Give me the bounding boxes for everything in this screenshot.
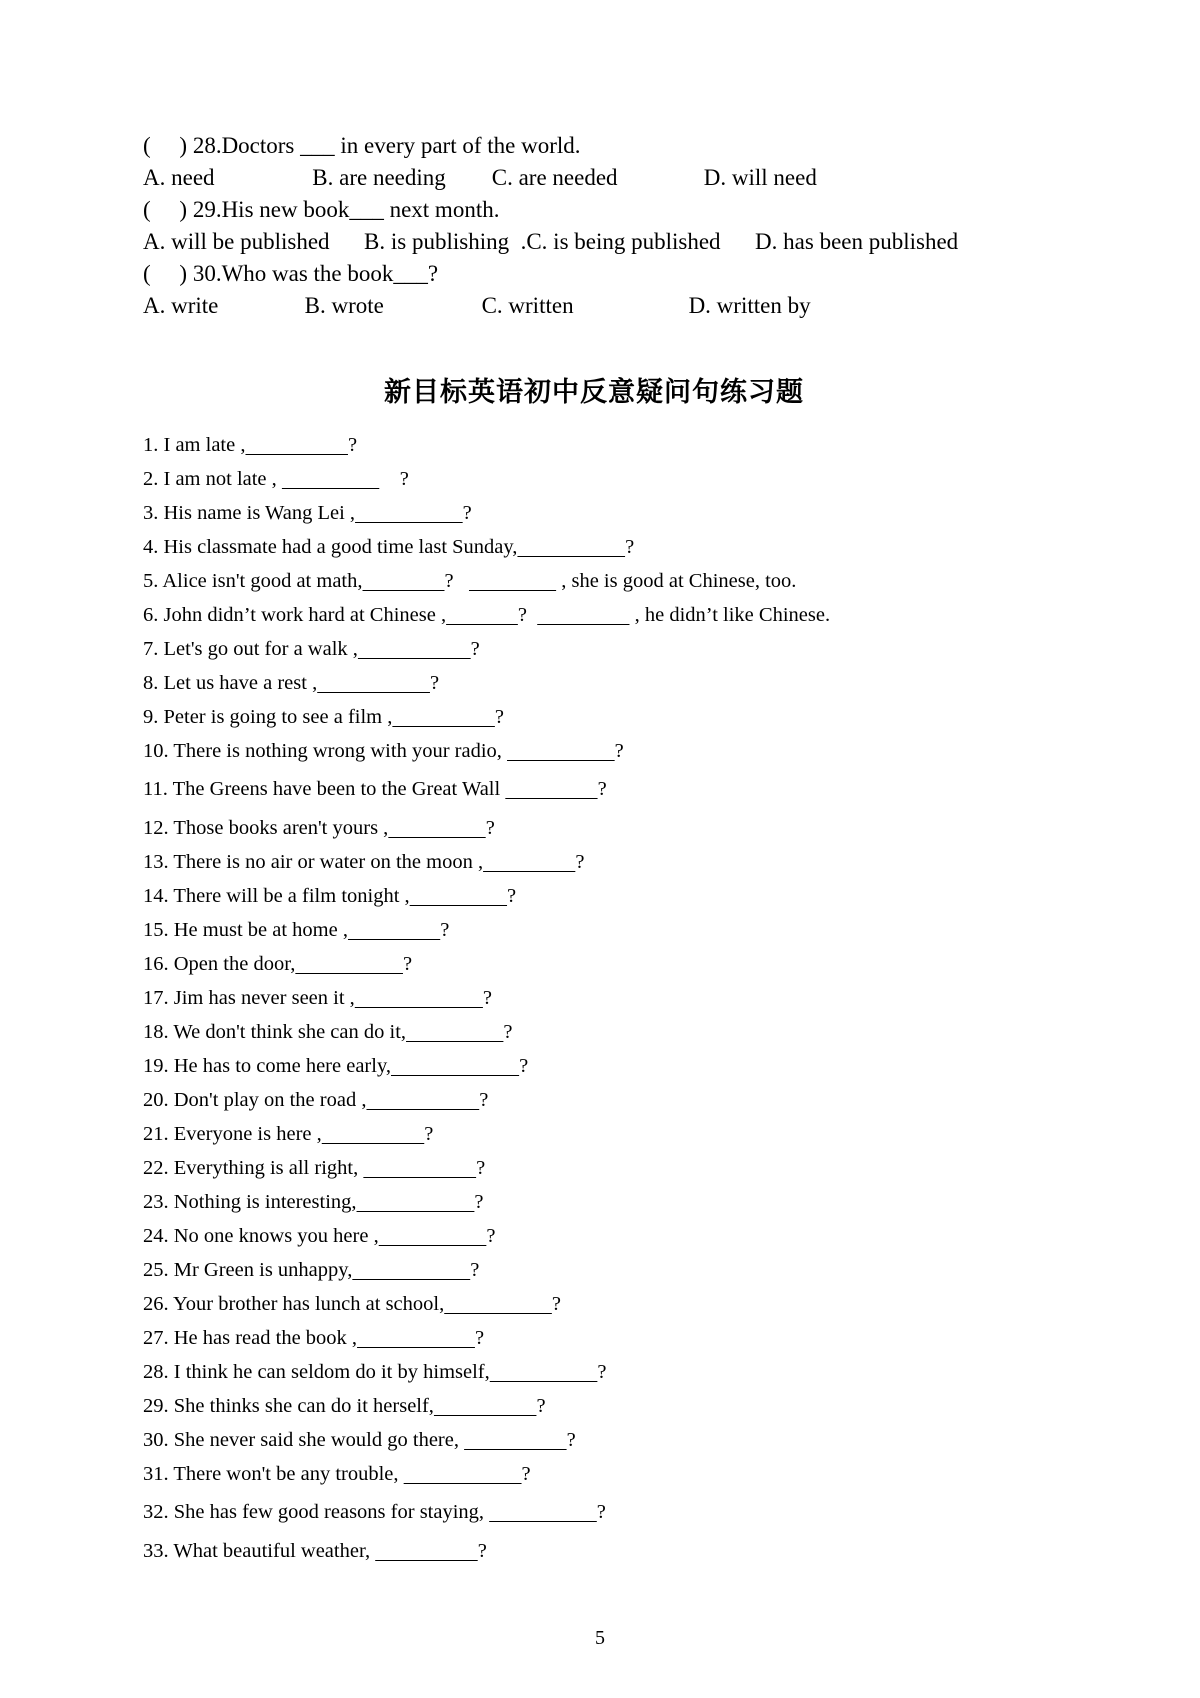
tag-question-text: Everything is all right,	[173, 1156, 364, 1179]
tag-question-item	[143, 1541, 1085, 1562]
tag-question-text: Let's go out for a walk ,	[163, 637, 358, 660]
tag-question-item	[143, 954, 1085, 975]
tag-question-item	[143, 818, 1085, 839]
tag-question-tail: ?	[462, 501, 472, 524]
tag-question-item	[143, 779, 1085, 800]
tag-question-text: There is no air or water on the moon ,	[173, 850, 484, 873]
tag-question-tail: ?	[536, 1394, 546, 1417]
tag-question-tail: ?	[440, 918, 450, 941]
tag-question-tail: ?	[521, 1462, 531, 1485]
tag-question-tail: ?	[551, 1292, 561, 1315]
tag-question-tail: ?	[474, 1326, 485, 1349]
answer-blank[interactable]	[434, 1395, 537, 1417]
tag-question-number: 30.	[143, 1428, 169, 1451]
tag-question-number: 20.	[143, 1088, 169, 1111]
tag-question-item	[143, 1090, 1085, 1111]
answer-blank[interactable]	[282, 468, 379, 490]
answer-blank[interactable]	[517, 536, 625, 558]
answer-blank[interactable]	[358, 638, 471, 660]
answer-blank[interactable]	[363, 1157, 476, 1179]
answer-blank[interactable]	[295, 953, 403, 975]
tag-question-item	[143, 1192, 1085, 1213]
tag-question-number: 27.	[143, 1326, 169, 1349]
tag-question-item	[143, 1362, 1085, 1383]
tag-question-item	[143, 503, 1085, 524]
multiple-choice-block	[143, 130, 1085, 322]
tag-question-item	[143, 639, 1085, 660]
tag-question-number: 25.	[143, 1258, 169, 1281]
tag-question-number: 29.	[143, 1394, 169, 1417]
tag-question-tail-second: , she is good at Chinese, too.	[556, 569, 797, 592]
tag-question-tail: ?	[470, 637, 480, 660]
tag-question-text: Let us have a rest ,	[163, 671, 318, 694]
tag-question-number: 21.	[143, 1122, 169, 1145]
tag-question-text: He must be at home ,	[173, 918, 348, 941]
tag-question-number: 32.	[143, 1501, 169, 1524]
tag-question-tail: ?	[566, 1428, 576, 1451]
answer-blank-second[interactable]	[537, 604, 629, 626]
mc-question-options: A. will be published B. is publishing .C. is being published D. has been published	[143, 228, 959, 254]
tag-question-number: 13.	[143, 850, 169, 873]
tag-question-tail: ?	[485, 816, 495, 839]
mc-question-options: A. write B. wrote C. written D. written by	[143, 292, 811, 318]
tag-question-text: His name is Wang Lei ,	[163, 501, 356, 524]
tag-question-item	[143, 1260, 1085, 1281]
tag-question-number: 9.	[143, 705, 159, 728]
tag-question-number: 24.	[143, 1224, 169, 1247]
tag-question-text: Those books aren't yours ,	[173, 816, 389, 839]
tag-question-item	[143, 1430, 1085, 1451]
tag-question-number: 14.	[143, 884, 169, 907]
tag-question-text: There is nothing wrong with your radio,	[173, 739, 508, 762]
answer-blank[interactable]	[483, 851, 575, 873]
tag-question-tail: ?	[444, 569, 469, 592]
tag-question-item	[143, 988, 1085, 1009]
tag-question-tail: ?	[402, 952, 413, 975]
tag-question-tail: ?	[575, 850, 585, 873]
tag-question-tail: ?	[486, 1224, 496, 1247]
tag-question-number: 3.	[143, 501, 159, 524]
tag-question-text: I am not late ,	[163, 467, 282, 490]
answer-blank[interactable]	[363, 570, 445, 592]
tag-question-text: Everyone is here ,	[173, 1122, 322, 1145]
tag-question-number: 23.	[143, 1190, 169, 1213]
tag-question-text: Open the door,	[173, 952, 296, 975]
tag-question-number: 17.	[143, 986, 169, 1009]
tag-question-number: 16.	[143, 952, 169, 975]
answer-blank[interactable]	[317, 672, 430, 694]
tag-question-item	[143, 605, 1085, 626]
answer-blank[interactable]	[355, 987, 483, 1009]
mc-question-stem: ( ) 29.His new book___ next month.	[143, 196, 500, 222]
tag-question-item	[143, 673, 1085, 694]
tag-question-tail: ?	[347, 433, 358, 456]
tag-question-number: 1.	[143, 433, 159, 456]
tag-question-item	[143, 469, 1085, 490]
answer-blank[interactable]	[410, 885, 507, 907]
section-title: 新目标英语初中反意疑问句练习题	[384, 376, 804, 407]
tag-question-item	[143, 886, 1085, 907]
tag-question-text: Don't play on the road ,	[173, 1088, 367, 1111]
answer-blank[interactable]	[366, 1089, 479, 1111]
tag-question-tail: ?	[519, 1054, 529, 1077]
tag-question-tail: ?	[614, 739, 624, 762]
tag-question-tail: ?	[477, 1539, 487, 1562]
tag-question-item	[143, 1226, 1085, 1247]
tag-question-tail: ?	[482, 986, 493, 1009]
tag-question-tail: ?	[424, 1122, 434, 1145]
tag-question-text: I think he can seldom do it by himself,	[173, 1360, 490, 1383]
page-number: 5	[595, 1627, 605, 1649]
tag-question-tail: ?	[625, 535, 635, 558]
tag-question-tail: ?	[494, 705, 504, 728]
tag-question-tail: ?	[379, 467, 409, 490]
answer-blank[interactable]	[348, 919, 440, 941]
answer-blank[interactable]	[489, 1501, 597, 1523]
tag-question-item	[143, 1502, 1085, 1523]
tag-question-text: Jim has never seen it ,	[173, 986, 355, 1009]
tag-question-number: 2.	[143, 467, 159, 490]
tag-question-item	[143, 920, 1085, 941]
tag-question-item	[143, 741, 1085, 762]
tag-question-item	[143, 571, 1085, 592]
tag-question-text: She never said she would go there,	[173, 1428, 465, 1451]
tag-question-tail: ?	[597, 778, 607, 801]
tag-question-number: 6.	[143, 603, 159, 626]
answer-blank[interactable]	[404, 1463, 522, 1485]
tag-question-text: He has read the book ,	[173, 1326, 358, 1349]
tag-question-number: 31.	[143, 1462, 169, 1485]
tag-question-tail: ?	[429, 671, 440, 694]
tag-question-item	[143, 1464, 1085, 1485]
answer-blank[interactable]	[391, 1055, 519, 1077]
answer-blank[interactable]	[505, 778, 597, 800]
tag-question-item	[143, 852, 1085, 873]
tag-question-number: 15.	[143, 918, 169, 941]
tag-question-tail: ?	[596, 1501, 606, 1524]
tag-question-item	[143, 707, 1085, 728]
mc-question-stem: ( ) 28.Doctors ___ in every part of the world.	[143, 133, 581, 158]
tag-question-text: He has to come here early,	[173, 1054, 391, 1077]
tag-question-number: 5.	[143, 569, 159, 592]
tag-question-item	[143, 1124, 1085, 1145]
tag-question-text: Alice isn't good at math,	[162, 569, 363, 592]
tag-question-text: There will be a film tonight ,	[173, 884, 410, 907]
tag-question-text: There won't be any trouble,	[173, 1462, 404, 1485]
answer-blank[interactable]	[446, 604, 518, 626]
tag-question-tail: ?	[507, 884, 517, 907]
tag-question-item	[143, 1328, 1085, 1349]
answer-blank[interactable]	[245, 434, 348, 456]
tag-question-text: The Greens have been to the Great Wall	[172, 778, 506, 801]
tag-question-number: 26.	[143, 1292, 169, 1315]
tag-question-tail: ?	[597, 1360, 607, 1383]
tag-question-tail: ?	[476, 1156, 486, 1179]
answer-blank[interactable]	[357, 1191, 475, 1213]
tag-question-text: She has few good reasons for staying,	[173, 1501, 490, 1524]
tag-question-tail: ?	[517, 603, 538, 626]
tag-question-text: What beautiful weather,	[173, 1539, 376, 1562]
answer-blank[interactable]	[352, 1259, 470, 1281]
tag-question-number: 28.	[143, 1360, 169, 1383]
mc-question-stem: ( ) 30.Who was the book___?	[143, 260, 439, 286]
tag-question-item	[143, 435, 1085, 456]
tag-question-number: 8.	[143, 671, 159, 694]
tag-question-tail: ?	[503, 1020, 513, 1043]
tag-question-tail: ?	[479, 1088, 489, 1111]
tag-question-text: Your brother has lunch at school,	[173, 1292, 445, 1315]
tag-question-list	[143, 435, 1085, 1562]
tag-question-text: His classmate had a good time last Sunday,	[163, 535, 518, 558]
answer-blank[interactable]	[406, 1021, 503, 1043]
tag-question-tail: ?	[470, 1258, 480, 1281]
tag-question-number: 22.	[143, 1156, 169, 1179]
tag-question-text: John didn’t work hard at Chinese ,	[163, 603, 447, 626]
tag-question-number: 4.	[143, 535, 159, 558]
tag-question-text: No one knows you here ,	[173, 1224, 379, 1247]
tag-question-item	[143, 1056, 1085, 1077]
tag-question-item	[143, 1294, 1085, 1315]
answer-blank[interactable]	[322, 1123, 425, 1145]
tag-question-item	[143, 537, 1085, 558]
tag-question-text: Mr Green is unhappy,	[173, 1258, 353, 1281]
tag-question-item	[143, 1158, 1085, 1179]
tag-question-number: 10.	[143, 739, 169, 762]
tag-question-text: She thinks she can do it herself,	[173, 1394, 434, 1417]
answer-blank[interactable]	[388, 817, 485, 839]
tag-question-text: Nothing is interesting,	[173, 1190, 357, 1213]
tag-question-number: 33.	[143, 1539, 169, 1562]
answer-blank[interactable]	[464, 1429, 567, 1451]
tag-question-number: 19.	[143, 1054, 169, 1077]
tag-question-tail: ?	[474, 1190, 484, 1213]
tag-question-text: We don't think she can do it,	[173, 1020, 407, 1043]
answer-blank[interactable]	[392, 706, 495, 728]
tag-question-number: 7.	[143, 637, 159, 660]
tag-question-item	[143, 1022, 1085, 1043]
answer-blank[interactable]	[357, 1327, 475, 1349]
tag-question-text: I am late ,	[163, 433, 246, 456]
answer-blank-second[interactable]	[469, 570, 556, 592]
tag-question-number: 18.	[143, 1020, 169, 1043]
tag-question-text: Peter is going to see a film ,	[163, 705, 393, 728]
tag-question-number: 11.	[143, 778, 168, 801]
tag-question-item	[143, 1396, 1085, 1417]
tag-question-number: 12.	[143, 816, 169, 839]
answer-blank[interactable]	[375, 1540, 478, 1562]
answer-blank[interactable]	[355, 502, 463, 524]
mc-question-options: A. need B. are needing C. are needed D. will need	[143, 164, 817, 190]
tag-question-tail-second: , he didn’t like Chinese.	[629, 603, 831, 626]
answer-blank[interactable]	[490, 1361, 598, 1383]
answer-blank[interactable]	[444, 1293, 552, 1315]
answer-blank[interactable]	[379, 1225, 487, 1247]
answer-blank[interactable]	[507, 740, 615, 762]
